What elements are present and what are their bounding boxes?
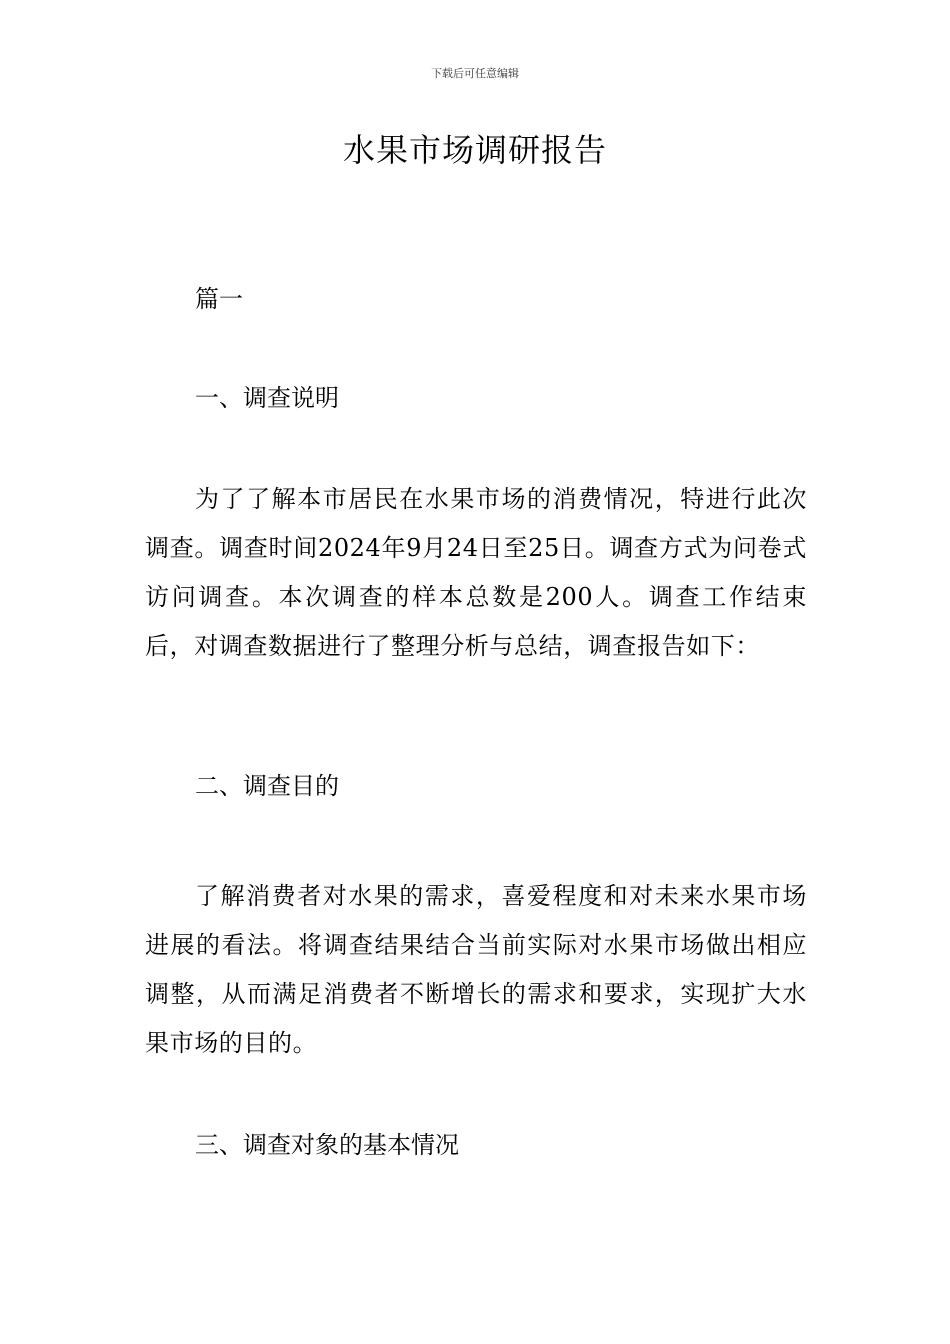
section-body-1: 为了了解本市居民在水果市场的消费情况，特进行此次调查。调查时间2024年9月24日至25日。调查方式为问卷式访问调查。本次调查的样本总数是200人。调查工作结束后，对调查数据进行了整理分析与总结，调查报告如下： bbox=[145, 485, 807, 660]
part-label: 篇一 bbox=[195, 285, 243, 313]
document-title: 水果市场调研报告 bbox=[342, 131, 607, 169]
header-note: 下载后可任意编辑 bbox=[431, 67, 519, 80]
section-heading-2: 二、调查目的 bbox=[195, 772, 339, 800]
section-heading-1: 一、调查说明 bbox=[195, 384, 339, 412]
section-body-2: 了解消费者对水果的需求，喜爱程度和对未来水果市场进展的看法。将调查结果结合当前实际对水果市场做出相应调整，从而满足消费者不断增长的需求和要求，实现扩大水果市场的目的。 bbox=[145, 882, 807, 1057]
section-heading-3: 三、调查对象的基本情况 bbox=[195, 1131, 459, 1159]
